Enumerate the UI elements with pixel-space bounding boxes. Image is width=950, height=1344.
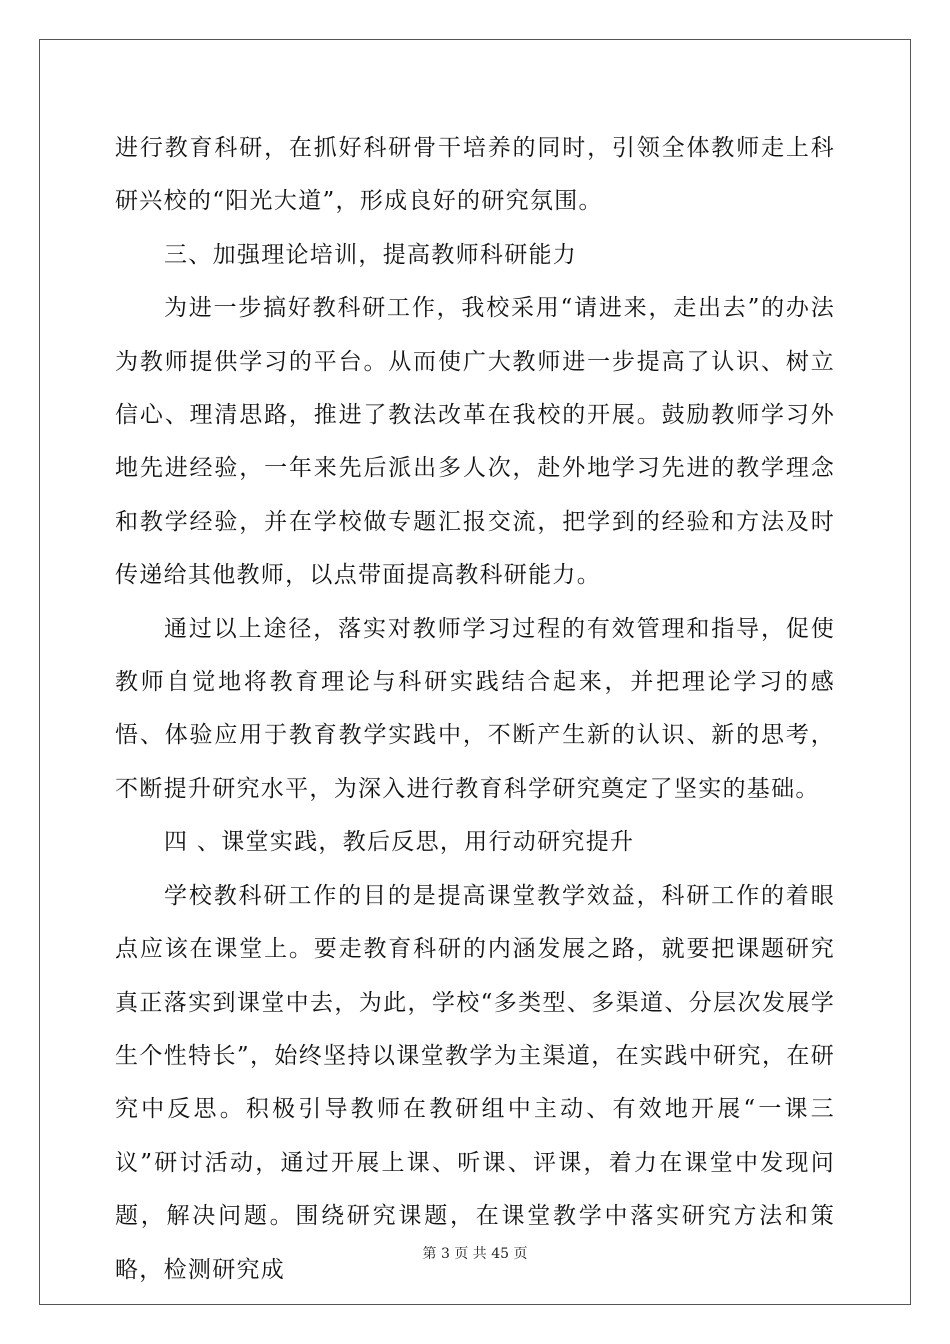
section-heading-4: 四 、课堂实践，教后反思，用行动研究提升 (164, 829, 635, 856)
section-heading-3: 三、加强理论培训，提高教师科研能力 (164, 241, 578, 268)
paragraph-1: 进行教育科研，在抓好科研骨干培养的同时，引领全体教师走上科研兴校的“阳光大道”，形成良好的研究氛围。 (115, 135, 835, 215)
page-number-footer: 第 3 页 共 45 页 (422, 1246, 528, 1262)
paragraph-4: 学校教科研工作的目的是提高课堂教学效益，科研工作的着眼点应该在课堂上。要走教育科研的内涵发展之路，就要把课题研究真正落实到课堂中去，为此，学校“多类型、多渠道、分层次发展学生个性特长”，始终坚持以课堂教学为主渠道，在实践中研究，在研究中反思。积极引导教师在教研组中主动、有效地开展“一课三议”研讨活动，通过开展上课、听课、评课，着力在课堂中发现问题，解决问题。围绕研究课题，在课堂教学中落实研究方法和策略，检测研究成 (115, 882, 835, 1283)
paragraph-3: 通过以上途径，落实对教师学习过程的有效管理和指导，促使教师自觉地将教育理论与科研实践结合起来，并把理论学习的感悟、体验应用于教育教学实践中，不断产生新的认识、新的思考，不断提升研究水平，为深入进行教育科学研究奠定了坚实的基础。 (115, 615, 835, 802)
document-body (115, 122, 835, 1297)
paragraph-2: 为进一步搞好教科研工作，我校采用“请进来，走出去”的办法为教师提供学习的平台。从而使广大教师进一步提高了认识、树立信心、理清思路，推进了教法改革在我校的开展。鼓励教师学习外地先进经验，一年来先后派出多人次，赴外地学习先进的教学理念和教学经验，并在学校做专题汇报交流，把学到的经验和方法及时传递给其他教师，以点带面提高教科研能力。 (115, 295, 835, 589)
